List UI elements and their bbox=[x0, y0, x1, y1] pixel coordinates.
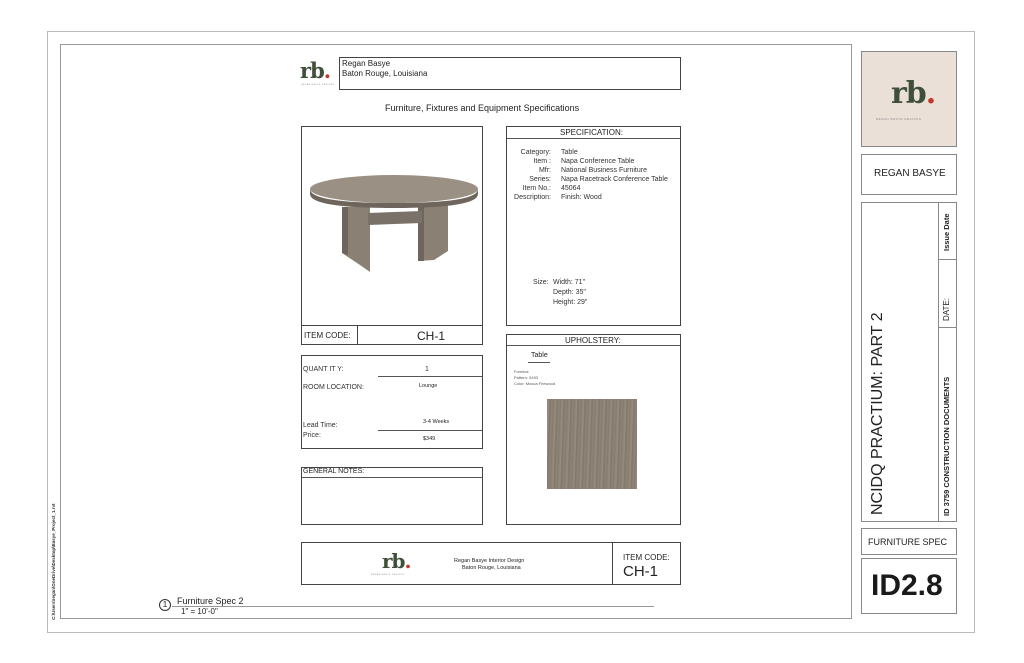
footer-company: Regan Basye Interior Design bbox=[454, 558, 525, 564]
upholstery-tab: Table bbox=[531, 352, 548, 359]
price-value: $349 bbox=[423, 436, 436, 442]
spec-value: Napa Conference Table bbox=[561, 158, 635, 165]
general-notes-box bbox=[301, 467, 483, 525]
project-box bbox=[861, 202, 957, 522]
upholstery-material: Formica bbox=[514, 369, 529, 374]
size-width: Width: 71" bbox=[553, 279, 586, 286]
spec-label: Mfr: bbox=[538, 167, 551, 174]
room-location-label: ROOM LOCATION: bbox=[303, 384, 364, 391]
general-notes-heading: GENERAL NOTES: bbox=[303, 468, 365, 475]
spec-value: National Business Furniture bbox=[561, 167, 647, 174]
view-title: Furniture Spec 2 bbox=[177, 596, 244, 606]
footer-logo: rb. bbox=[382, 549, 411, 573]
lead-time-value: 3-4 Weeks bbox=[423, 419, 450, 425]
spec-label: Description: bbox=[514, 194, 551, 201]
view-scale: 1" = 10'-0" bbox=[181, 607, 218, 616]
page-title: Furniture, Fixtures and Equipment Specifications bbox=[385, 103, 580, 113]
quantity-label: QUANT IT Y: bbox=[303, 366, 344, 373]
title-block-logo: rb. bbox=[891, 76, 936, 111]
spec-value: Napa Racetrack Conference Table bbox=[561, 176, 668, 183]
spec-value: 45064 bbox=[561, 185, 581, 192]
item-code-value: CH-1 bbox=[417, 329, 446, 343]
title-block-logo-box bbox=[861, 51, 957, 147]
sheet-title-box bbox=[861, 528, 957, 555]
project-title: NCIDQ PRACTIUM: PART 2 bbox=[869, 312, 886, 515]
sheet-number-box bbox=[861, 558, 957, 614]
spec-label: Item : bbox=[533, 158, 551, 165]
product-image-box bbox=[301, 126, 483, 326]
table-image bbox=[302, 127, 482, 325]
lead-time-label: Lead Time: bbox=[303, 422, 338, 429]
finish-swatch bbox=[547, 399, 637, 489]
spec-label: Category: bbox=[520, 149, 551, 156]
size-height: Height: 29" bbox=[553, 299, 588, 306]
footer-location: Baton Rouge, Louisiana bbox=[462, 565, 521, 571]
designer-name: REGAN BASYE bbox=[874, 168, 946, 179]
designer-box bbox=[861, 154, 957, 195]
footer-box bbox=[301, 542, 681, 585]
quantity-value: 1 bbox=[425, 366, 429, 373]
footer-logo-tagline: REGAN BASYE DESIGNS bbox=[371, 574, 405, 576]
price-label: Price: bbox=[303, 432, 321, 439]
size-label: Size: bbox=[533, 279, 549, 286]
header-logo-tagline: REGAN BASYE DESIGNS bbox=[301, 84, 335, 86]
size-depth: Depth: 35" bbox=[553, 289, 586, 296]
specification-box bbox=[506, 126, 681, 326]
header-name: Regan Basye bbox=[342, 59, 391, 68]
footer-item-code-label: ITEM CODE: bbox=[623, 553, 670, 562]
footer-item-code-value: CH-1 bbox=[623, 563, 659, 580]
sheet-number: ID2.8 bbox=[871, 569, 943, 602]
upholstery-box bbox=[506, 334, 681, 525]
header-location: Baton Rouge, Louisiana bbox=[342, 69, 428, 78]
room-location-value: Lounge bbox=[419, 383, 438, 389]
file-path: C:\Users\regan\OneDrive\Desktop\Basye_Project_1.rvt bbox=[51, 503, 56, 620]
view-number-circle: 1 bbox=[159, 599, 171, 611]
title-block-tagline: REGAN BASYE DESIGNS bbox=[876, 117, 922, 121]
spec-label: Series: bbox=[529, 176, 551, 183]
upholstery-color: Color: Mocca Firewood bbox=[514, 381, 556, 386]
spec-label: Item No.: bbox=[522, 185, 551, 192]
upholstery-pattern: Pattern: 5493 bbox=[514, 375, 539, 380]
item-code-label: ITEM CODE: bbox=[304, 331, 351, 340]
spec-value: Table bbox=[561, 149, 578, 156]
specification-heading: SPECIFICATION: bbox=[560, 128, 623, 137]
item-code-box bbox=[301, 325, 483, 345]
spec-value: Finish: Wood bbox=[561, 194, 602, 201]
header-name-box bbox=[339, 57, 681, 90]
project-phase: ID 3759 CONSTRUCTION DOCUMENTS bbox=[942, 376, 951, 516]
sheet-title: FURNITURE SPEC bbox=[868, 537, 948, 547]
upholstery-heading: UPHOLSTERY: bbox=[565, 336, 621, 345]
issue-date: Issue Date bbox=[942, 213, 951, 251]
header-logo: rb. bbox=[300, 58, 331, 83]
details-box bbox=[301, 355, 483, 449]
date-label: DATE: bbox=[942, 298, 951, 321]
